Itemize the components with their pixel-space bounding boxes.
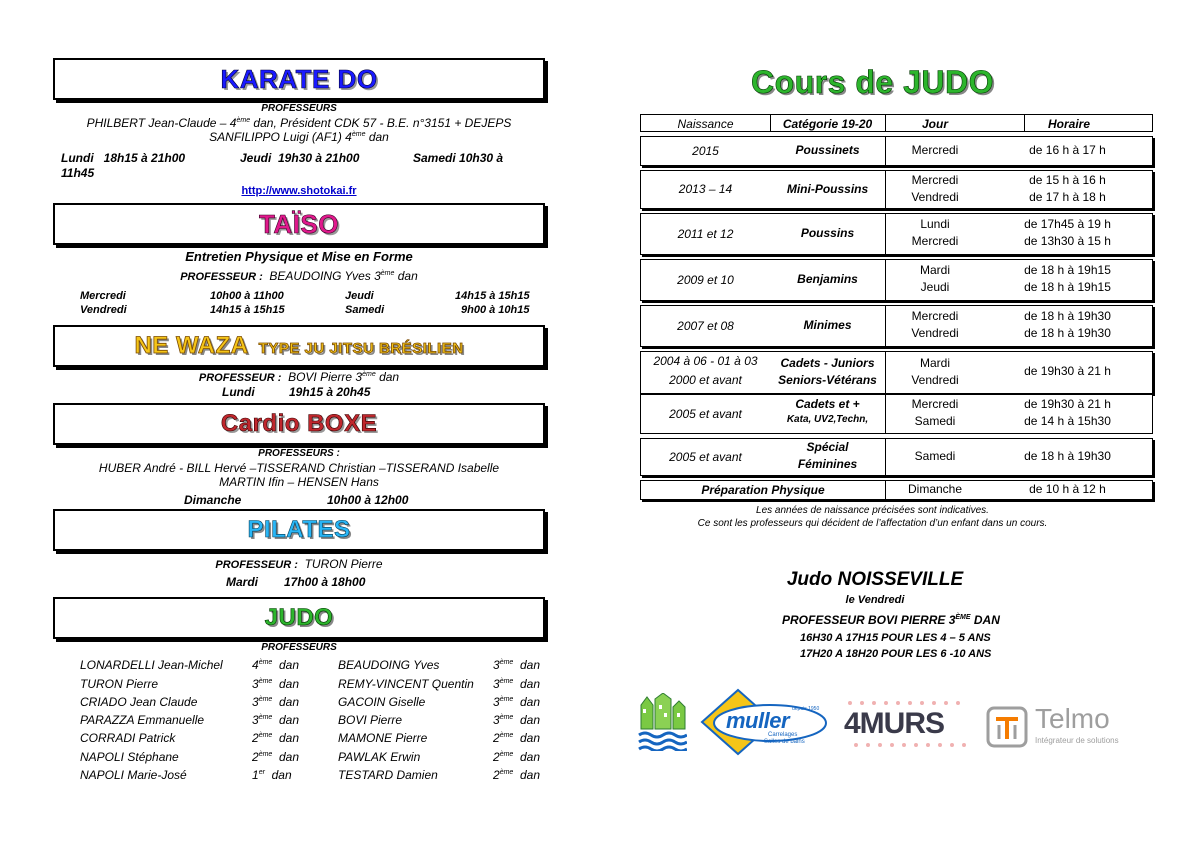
day: Samedi — [914, 449, 956, 463]
karate-title-box — [53, 58, 545, 100]
telmo-logo-icon — [985, 705, 1029, 749]
category: Minimes — [803, 318, 852, 332]
birth-years: 2015 — [692, 144, 719, 158]
time-range: de 19h30 à 21 h — [1024, 397, 1111, 411]
category: Mini-Poussins — [786, 182, 869, 196]
teacher-name: BEAUDOING Yves — [338, 658, 440, 672]
karate-prof-line2: SANFILIPPO Luigi (AF1) 4ème dan — [209, 130, 389, 144]
header-jour: Jour — [921, 117, 948, 131]
taiso-row-2-time1: 14h15 à 15h15 — [210, 304, 285, 316]
header-horaire: Horaire — [1047, 117, 1091, 131]
time-range: de 13h30 à 15 h — [1024, 234, 1111, 248]
sponsor-muller — [698, 688, 828, 756]
teacher-dan: 3ème dan — [252, 677, 300, 691]
table-row — [640, 136, 1153, 166]
teacher-dan: 2ème dan — [252, 750, 300, 764]
pilates-title-box — [53, 509, 545, 551]
category: Poussinets — [795, 143, 860, 157]
teacher-dan: 3ème dan — [493, 713, 541, 727]
teacher-name: NAPOLI Marie-José — [80, 768, 187, 782]
pilates-day: Mardi — [226, 575, 259, 589]
time-range: de 18 h à 19h15 — [1024, 280, 1111, 294]
table-row — [640, 394, 1153, 434]
newaza-subtitle: TYPE JU JITSU BRÉSILIEN — [258, 340, 464, 357]
teacher-name: PAWLAK Erwin — [338, 750, 421, 764]
muller-since: depuis 1950 — [792, 706, 820, 712]
teacher-name: NAPOLI Stéphane — [80, 750, 179, 764]
newaza-prof: PROFESSEUR : BOVI Pierre 3ème dan — [198, 370, 400, 384]
teacher-name: TURON Pierre — [80, 677, 159, 691]
teacher-name: MAMONE Pierre — [338, 731, 428, 745]
category: Kata, UV2,Techn, — [786, 414, 869, 425]
teacher-name: PARAZZA Emmanuelle — [80, 713, 205, 727]
shotokai-link[interactable]: http://www.shotokai.fr — [241, 185, 357, 197]
table-row — [640, 170, 1153, 209]
time-range: de 18 h à 19h15 — [1024, 263, 1111, 277]
taiso-subtitle: Entretien Physique et Mise en Forme — [185, 249, 413, 264]
prep-label: Préparation Physique — [701, 483, 825, 497]
teacher-name: REMY-VINCENT Quentin — [338, 677, 474, 691]
teacher-name: GACOIN Giselle — [338, 695, 426, 709]
taiso-row-2-day2: Samedi — [345, 304, 385, 316]
day: Vendredi — [911, 326, 959, 340]
noisseville-line-1: 16H30 A 17H15 POUR LES 4 – 5 ANS — [800, 632, 991, 644]
muller-sub-2: Salles de bains — [764, 739, 805, 745]
cardio-prof-line2: MARTIN Ifin – HENSEN Hans — [219, 475, 379, 489]
day: Lundi — [920, 217, 950, 231]
teacher-dan: 4ème dan — [252, 658, 300, 672]
header-naissance: Naissance — [677, 117, 734, 131]
time-range: de 10 h à 12 h — [1029, 482, 1106, 496]
cardio-day: Dimanche — [184, 493, 242, 507]
teacher-dan: 3ème dan — [252, 713, 300, 727]
day: Mercredi — [911, 234, 959, 248]
teacher-dan: 3ème dan — [493, 695, 541, 709]
note-2: Ce sont les professeurs qui décident de l’affectation d’un enfant dans un cours. — [697, 518, 1048, 529]
teacher-dan: 2ème dan — [252, 731, 300, 745]
karate-prof-line1: PHILBERT Jean-Claude – 4ème dan, Président CDK 57 - B.E. n°3151 + DEJEPS — [86, 116, 512, 130]
day: Vendredi — [911, 373, 959, 387]
teacher-dan: 3ème dan — [493, 658, 541, 672]
newaza-title: NE WAZA — [134, 332, 249, 359]
day: Mardi — [919, 263, 950, 277]
category: Féminines — [797, 457, 858, 471]
time-range: de 16 h à 17 h — [1029, 143, 1106, 157]
time-range: de 15 h à 16 h — [1029, 173, 1106, 187]
birth-years: 2013 – 14 — [678, 182, 733, 196]
sponsor-club-logo — [637, 693, 687, 751]
karate-title: KARATE DO — [220, 64, 378, 94]
taiso-row-2-time2: 9h00 à 10h15 — [461, 304, 530, 316]
header-categorie: Catégorie 19-20 — [782, 117, 873, 131]
time-range: de 18 h à 19h30 — [1024, 309, 1111, 323]
birth-years: 2000 et avant — [669, 373, 742, 387]
teacher-dan: 2ème dan — [493, 731, 541, 745]
teacher-dan: 2ème dan — [493, 768, 541, 782]
cardio-prof-line1: HUBER André - BILL Hervé –TISSERAND Christian –TISSERAND Isabelle — [98, 461, 500, 475]
taiso-title-box — [53, 203, 545, 245]
teacher-dan: 1er dan — [252, 768, 292, 782]
birth-years: 2005 et avant — [669, 450, 742, 464]
day: Mercredi — [911, 309, 959, 323]
note-1: Les années de naissance précisées sont indicatives. — [756, 505, 989, 516]
cardio-time: 10h00 à 12h00 — [327, 493, 409, 507]
karate-schedule-3: Samedi 10h30 à — [413, 151, 504, 165]
table-header — [640, 114, 1153, 132]
birth-years: 2011 et 12 — [677, 227, 734, 241]
club-building-icon — [637, 693, 687, 751]
birth-years: 2004 à 06 - 01 à 03 — [653, 354, 758, 368]
cardio-prof-label: PROFESSEURS : — [258, 448, 340, 459]
table-row — [640, 351, 1153, 394]
pilates-prof: PROFESSEUR : TURON Pierre — [215, 557, 383, 571]
taiso-title: TAÏSO — [258, 209, 340, 239]
taiso-row-2-day1: Vendredi — [80, 304, 127, 316]
day: Mercredi — [911, 143, 959, 157]
teacher-dan: 3ème dan — [493, 677, 541, 691]
teacher-name: BOVI Pierre — [338, 713, 403, 727]
teacher-name: CORRADI Patrick — [80, 731, 176, 745]
pilates-title: PILATES — [247, 516, 351, 543]
newaza-title-box — [53, 325, 545, 367]
karate-schedule-3b: 11h45 — [61, 166, 95, 180]
category: Spécial — [806, 440, 849, 454]
table-row — [640, 480, 1153, 500]
time-range: de 18 h à 19h30 — [1024, 449, 1111, 463]
karate-link-wrap — [53, 183, 545, 197]
muller-name: muller — [726, 708, 790, 733]
time-range: de 19h30 à 21 h — [1024, 364, 1111, 378]
noisseville-prof: PROFESSEUR BOVI PIERRE 3ÈME DAN — [782, 613, 1000, 627]
category: Seniors-Vétérans — [778, 373, 877, 387]
teacher-name: TESTARD Damien — [338, 768, 438, 782]
day: Dimanche — [907, 482, 963, 496]
telmo-name: Telmo — [1035, 703, 1110, 734]
karate-schedule-2: Jeudi 19h30 à 21h00 — [240, 151, 360, 165]
telmo-sub: Intégrateur de solutions — [1035, 736, 1119, 745]
time-range: de 14 h à 15h30 — [1024, 414, 1111, 428]
taiso-row-1-day1: Mercredi — [80, 290, 126, 302]
category: Poussins — [800, 226, 855, 240]
birth-years: 2009 et 10 — [677, 273, 734, 287]
table-row — [640, 305, 1153, 347]
taiso-row-1-day2: Jeudi — [345, 290, 374, 302]
taiso-row-1-time2: 14h15 à 15h15 — [455, 290, 530, 302]
newaza-day: Lundi — [222, 385, 255, 399]
birth-years: 2005 et avant — [669, 407, 742, 421]
noisseville-day: le Vendredi — [845, 594, 905, 606]
table-row — [640, 259, 1153, 301]
judo-title-box — [53, 597, 545, 639]
newaza-time: 19h15 à 20h45 — [289, 385, 371, 399]
time-range: de 18 h à 19h30 — [1024, 326, 1111, 340]
4murs-name: 4MURS — [844, 707, 945, 740]
taiso-row-1-time1: 10h00 à 11h00 — [210, 290, 284, 302]
sponsor-4murs — [840, 695, 972, 753]
karate-prof-label: PROFESSEURS — [261, 103, 337, 114]
judo-title: JUDO — [264, 604, 334, 631]
teacher-dan: 3ème dan — [252, 695, 300, 709]
day: Vendredi — [911, 190, 959, 204]
muller-sub-1: Carrelages — [768, 732, 798, 738]
judo-prof-label: PROFESSEURS — [261, 642, 337, 653]
day: Samedi — [914, 414, 956, 428]
category: Cadets - Juniors — [780, 356, 875, 370]
karate-schedule-1: Lundi 18h15 à 21h00 — [61, 151, 186, 165]
day: Mardi — [919, 356, 950, 370]
table-row — [640, 438, 1153, 476]
time-range: de 17 h à 18 h — [1029, 190, 1106, 204]
table-row — [640, 213, 1153, 255]
teacher-name: CRIADO Jean Claude — [80, 695, 198, 709]
cardio-title-box — [53, 403, 545, 445]
sponsor-telmo — [985, 703, 1140, 751]
noisseville-line-2: 17H20 A 18H20 POUR LES 6 -10 ANS — [800, 648, 992, 660]
category: Benjamins — [797, 272, 858, 286]
day: Jeudi — [920, 280, 950, 294]
noisseville-title: Judo NOISSEVILLE — [786, 569, 964, 590]
pilates-time: 17h00 à 18h00 — [284, 575, 366, 589]
birth-years: 2007 et 08 — [677, 319, 734, 333]
cardio-title: Cardio BOXE — [220, 410, 378, 437]
taiso-prof: PROFESSEUR : BEAUDOING Yves 3ème dan — [180, 269, 418, 283]
teacher-dan: 2ème dan — [493, 750, 541, 764]
day: Mercredi — [911, 397, 959, 411]
teacher-name: LONARDELLI Jean-Michel — [80, 658, 223, 672]
judo-courses-title-wrap — [640, 64, 1105, 101]
day: Mercredi — [911, 173, 959, 187]
time-range: de 17h45 à 19 h — [1024, 217, 1111, 231]
judo-courses-title: Cours de JUDO — [751, 64, 994, 100]
category: Cadets et + — [795, 397, 860, 411]
